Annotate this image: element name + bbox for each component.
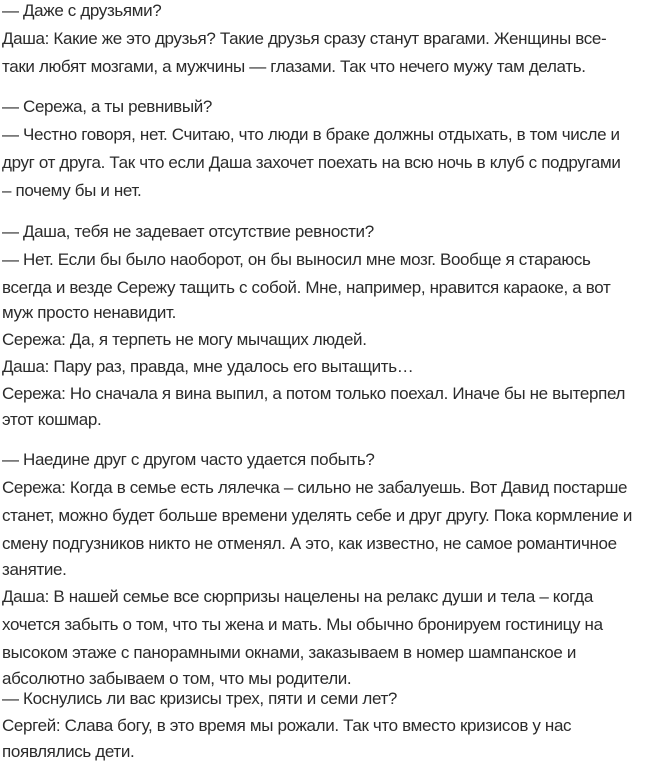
text-line: — Даша, тебя не задевает отсутствие ревности? — [2, 222, 374, 241]
text-line: — Наедине друг с другом часто удается побыть? — [2, 450, 375, 469]
text-line: Даша: Пару раз, правда, мне удалось его вытащить… — [2, 357, 414, 376]
text-line: появлялись дети. — [2, 742, 135, 761]
text-line: Даша: В нашей семье все сюрпризы нацелены на релакс души и тела – когда — [2, 587, 593, 606]
text-line: — Нет. Если бы было наоборот, он бы выносил мне мозг. Вообще я стараюсь — [2, 250, 591, 269]
text-line: — Честно говоря, нет. Считаю, что люди в браке должны отдыхать, в том числе и — [2, 125, 620, 144]
text-line: Сергей: Слава богу, в это время мы рожали. Так что вместо кризисов у нас — [2, 716, 572, 735]
text-line: занятие. — [2, 560, 67, 579]
text-line: смену подгузников никто не отменял. А это, как известно, не самое романтичное — [2, 534, 617, 553]
text-line: муж просто ненавидит. — [2, 303, 176, 322]
text-line: — Даже с друзьями? — [2, 1, 162, 20]
text-line: Сережа: Да, я терпеть не могу мычащих людей. — [2, 330, 367, 349]
text-line: Даша: Какие же это друзья? Такие друзья сразу станут врагами. Женщины все- — [2, 29, 607, 48]
text-line: всегда и везде Сережу тащить с собой. Мне, например, нравится караоке, а вот — [2, 278, 611, 297]
text-line: высоком этаже с панорамными окнами, заказываем в номер шампанское и — [2, 643, 577, 662]
text-line: друг от друга. Так что если Даша захочет поехать на всю ночь в клуб с подругами — [2, 153, 621, 172]
text-line: абсолютно забываем о том, что мы родители. — [2, 669, 352, 688]
text-line: Сережа: Когда в семье есть лялечка – сильно не забалуешь. Вот Давид постарше — [2, 478, 628, 497]
text-line: — Коснулись ли вас кризисы трех, пяти и семи лет? — [2, 689, 398, 708]
text-line: — Сережа, а ты ревнивый? — [2, 97, 212, 116]
text-line: Сережа: Но сначала я вина выпил, а потом только поехал. Иначе бы не вытерпел — [2, 384, 626, 403]
text-line: этот кошмар. — [2, 410, 102, 429]
text-line: хочется забыть о том, что ты жена и мать. Мы обычно бронируем гостиницу на — [2, 615, 603, 634]
text-line: станет, можно будет больше времени уделять себе и друг другу. Пока кормление и — [2, 506, 632, 525]
text-line: – почему бы и нет. — [2, 181, 142, 200]
text-line: таки любят мозгами, а мужчины — глазами. Так что нечего мужу там делать. — [2, 57, 586, 76]
